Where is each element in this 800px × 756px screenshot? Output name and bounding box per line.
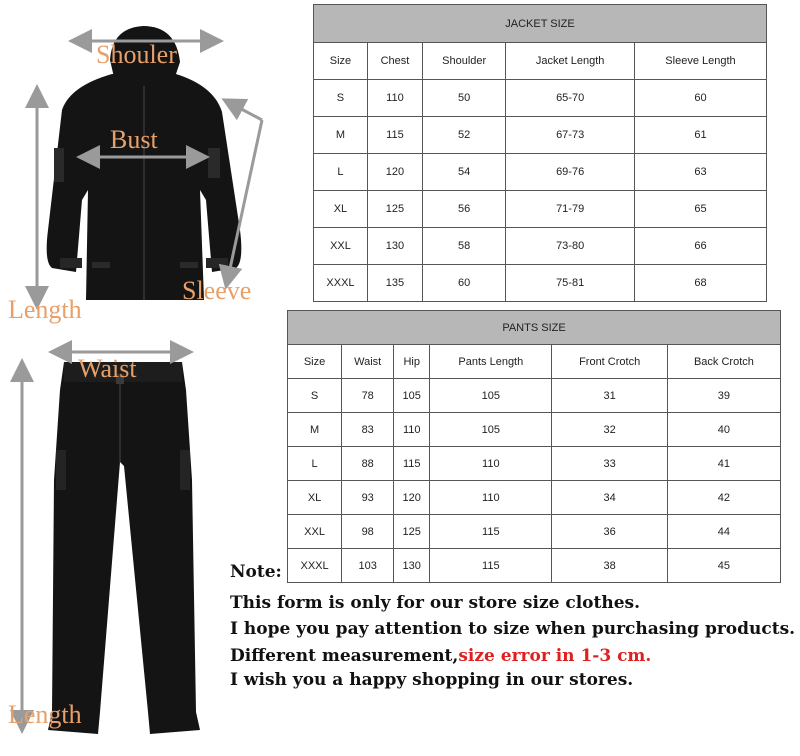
table-cell: 54 [422, 154, 505, 191]
table-cell: 83 [342, 413, 394, 447]
table-row [314, 80, 767, 117]
table-cell: 103 [342, 549, 394, 583]
table-cell: 56 [422, 191, 505, 228]
table-cell: 110 [430, 481, 552, 515]
table-cell: 115 [430, 515, 552, 549]
table-cell: 38 [552, 549, 667, 583]
table-cell: 73-80 [506, 228, 635, 265]
bust-label: Bust [110, 125, 158, 154]
table-cell: 32 [552, 413, 667, 447]
table-cell: 61 [634, 117, 766, 154]
table-cell: XXXL [314, 265, 368, 302]
note-line-1: This form is only for our store size clothes. [230, 593, 641, 613]
table-row [314, 154, 767, 191]
table-cell: 66 [634, 228, 766, 265]
table-cell: 58 [422, 228, 505, 265]
table-cell: 125 [367, 191, 422, 228]
table-cell: 63 [634, 154, 766, 191]
table-cell: L [314, 154, 368, 191]
note-title: Note: [230, 562, 282, 582]
table-cell: 135 [367, 265, 422, 302]
table-cell: 105 [430, 379, 552, 413]
table-cell: S [314, 80, 368, 117]
table-cell: XXL [314, 228, 368, 265]
note-line-3 [230, 646, 651, 666]
shoulder-label: Shouler [96, 40, 177, 69]
waist-label: Waist [78, 354, 137, 383]
table-cell: 34 [552, 481, 667, 515]
table-cell: XXXL [288, 549, 342, 583]
jacket-header-cell: Shoulder [422, 43, 505, 80]
table-cell: 93 [342, 481, 394, 515]
table-cell: M [288, 413, 342, 447]
table-cell: 105 [430, 413, 552, 447]
table-cell: 36 [552, 515, 667, 549]
table-cell: 33 [552, 447, 667, 481]
pants-size-table [287, 310, 781, 583]
sleeve-label: Sleeve [182, 276, 252, 305]
pants-header-cell: Hip [394, 345, 430, 379]
table-cell: 130 [367, 228, 422, 265]
table-cell: 60 [634, 80, 766, 117]
jacket-header-cell: Jacket Length [506, 43, 635, 80]
table-cell: 110 [394, 413, 430, 447]
table-row [288, 413, 781, 447]
pants-header-cell: Waist [342, 345, 394, 379]
table-cell: 67-73 [506, 117, 635, 154]
table-cell: 69-76 [506, 154, 635, 191]
table-row [288, 379, 781, 413]
table-cell: 98 [342, 515, 394, 549]
table-row [288, 549, 781, 583]
table-cell: 120 [367, 154, 422, 191]
table-row [314, 117, 767, 154]
table-cell: 60 [422, 265, 505, 302]
pants-length-label: Length [8, 700, 82, 729]
table-row [288, 447, 781, 481]
table-cell: 75-81 [506, 265, 635, 302]
table-cell: 44 [667, 515, 780, 549]
pants-header-cell: Size [288, 345, 342, 379]
pants-header-cell: Back Crotch [667, 345, 780, 379]
note-line-2: I hope you pay attention to size when purchasing products. [230, 619, 796, 639]
pants-header-cell: Front Crotch [552, 345, 667, 379]
table-cell: 115 [367, 117, 422, 154]
table-cell: 130 [394, 549, 430, 583]
table-cell: 125 [394, 515, 430, 549]
table-cell: 45 [667, 549, 780, 583]
table-cell: 105 [394, 379, 430, 413]
table-cell: 65-70 [506, 80, 635, 117]
table-cell: M [314, 117, 368, 154]
table-cell: 31 [552, 379, 667, 413]
table-cell: 110 [430, 447, 552, 481]
note-line-3-prefix: Different measurement, [230, 646, 459, 666]
jacket-size-table [313, 4, 767, 302]
table-cell: L [288, 447, 342, 481]
pants-header-cell: Pants Length [430, 345, 552, 379]
table-cell: 68 [634, 265, 766, 302]
pants-illustration [0, 330, 230, 756]
table-cell: 115 [430, 549, 552, 583]
jacket-header-cell: Chest [367, 43, 422, 80]
table-cell: 50 [422, 80, 505, 117]
jacket-table-title: JACKET SIZE [314, 5, 767, 43]
table-cell: XL [314, 191, 368, 228]
table-row [288, 515, 781, 549]
table-cell: 78 [342, 379, 394, 413]
table-cell: 110 [367, 80, 422, 117]
table-cell: 41 [667, 447, 780, 481]
table-cell: 120 [394, 481, 430, 515]
table-cell: 65 [634, 191, 766, 228]
table-cell: 42 [667, 481, 780, 515]
pants-table-title: PANTS SIZE [288, 311, 781, 345]
jacket-length-label: Length [8, 295, 82, 324]
table-cell: 40 [667, 413, 780, 447]
jacket-header-cell: Size [314, 43, 368, 80]
table-cell: 71-79 [506, 191, 635, 228]
jacket-header-cell: Sleeve Length [634, 43, 766, 80]
table-row [314, 228, 767, 265]
table-cell: 115 [394, 447, 430, 481]
table-row [288, 481, 781, 515]
table-row [314, 265, 767, 302]
table-cell: S [288, 379, 342, 413]
table-cell: 39 [667, 379, 780, 413]
table-cell: XXL [288, 515, 342, 549]
table-cell: 52 [422, 117, 505, 154]
table-cell: XL [288, 481, 342, 515]
note-line-4: I wish you a happy shopping in our stores. [230, 670, 634, 690]
table-row [314, 191, 767, 228]
table-cell: 88 [342, 447, 394, 481]
size-error-highlight: size error in 1-3 cm. [458, 646, 652, 666]
